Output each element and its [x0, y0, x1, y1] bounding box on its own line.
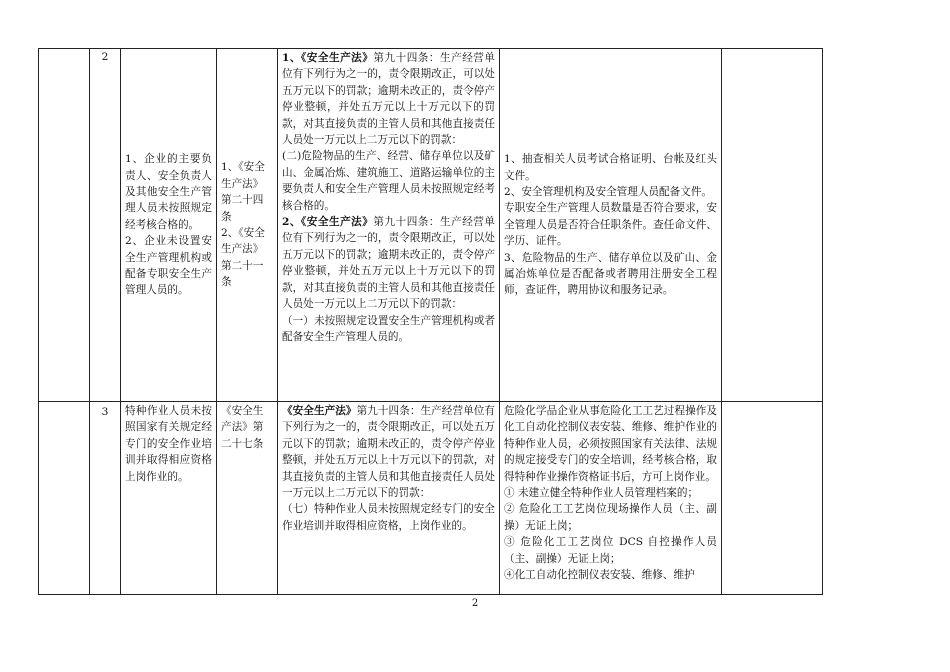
- check-cell: [500, 402, 722, 595]
- check-item: 3、危险物品的生产、储存单位以及矿山、金属冶炼单位是否配备或者聘用注册安全工程师，查证件，聘用协议和服务记录。: [504, 251, 717, 297]
- penalty-text: 第九十四条：生产经营单位有下列行为之一的，责令限期改正，可以处五万元以下的罚款；逾期未改正的，责令停产停业整顿，并处五万元以上十万元以下的罚款，对其直接负责的主管人员和其他直接责任人员处一万元以上二万元以下的罚款：: [282, 216, 495, 311]
- issue-cell: [121, 49, 217, 402]
- issue-cell: [121, 402, 217, 595]
- check-cell: [500, 49, 722, 402]
- blank-cell: [722, 402, 823, 595]
- penalty-text: （一）未按照规定设置安全生产管理机构或者配备安全生产管理人员的。: [282, 314, 495, 343]
- check-item: ② 危险化工工艺岗位现场操作人员（主、副操）无证上岗；: [504, 503, 717, 532]
- penalty-para: [282, 148, 495, 214]
- check-item: 1、抽查相关人员考试合格证明、台帐及红头文件。: [504, 153, 717, 182]
- penalty-text: 第九十四条：生产经营单位有下列行为之一的，责令限期改正，可以处五万元以下的罚款；逾期未改正的，责令停产停业整顿，并处五万元以上十万元以下的罚款，对其直接负责的主管人员和其他直接责任人员处一万元以上二万元以下的罚款：: [282, 52, 495, 147]
- blank-cell: [722, 49, 823, 402]
- check-item: 危险化学品企业从事危险化工工艺过程操作及化工自动化控制仪表安装、维修、维护作业的特种作业人员，必须按照国家有关法律、法规的规定接受专门的安全培训，经考核合格，取得特种作业操作资格证书后，方可上岗作业。: [504, 405, 717, 483]
- table-row: [39, 49, 823, 402]
- basis-item: 2、《安全生产法》第二十一条: [221, 227, 265, 289]
- penalty-text: （七）特种作业人员未按照规定经专门的安全作业培训并取得相应资格，上岗作业的。: [282, 503, 495, 532]
- check-item: ① 未建立健全特种作业人员管理档案的；: [504, 487, 699, 500]
- check-item: ③ 危险化工工艺岗位 DCS 自控操作人员（主、副操）无证上岗；: [504, 536, 717, 565]
- table-row: [39, 402, 823, 595]
- row-number: 3: [90, 402, 121, 595]
- issue-item: 1、企业的主要负责人、安全负责人及其他安全生产管理人员未按照规定经考核合格的。: [125, 153, 212, 231]
- check-item: 2、安全管理机构及安全管理人员配备文件。: [504, 185, 713, 198]
- penalty-para: [282, 50, 495, 148]
- law-name: 《安全生产法》: [282, 405, 357, 417]
- basis-cell: [217, 402, 278, 595]
- page-number: 2: [471, 598, 479, 609]
- penalty-cell: [278, 402, 500, 595]
- penalty-text: 第九十四条：生产经营单位有下列行为之一的，责令限期改正，可以处五万元以下的罚款；逾期未改正的，责令停产停业整顿，并处五万元以上十万元以下的罚款，对其直接负责的主管人员和其他直接责任人员处一万元以上二万元以下的罚款：: [282, 405, 496, 500]
- basis-item: 《安全生产法》第二十七条: [221, 405, 264, 450]
- inspection-table: [38, 48, 823, 595]
- law-name: 1、《安全生产法》: [282, 52, 374, 64]
- blank-cell: [39, 49, 90, 402]
- penalty-text: (二)危险物品的生产、经营、储存单位以及矿山、金属冶炼、建筑施工、道路运输单位的主要负责人和安全生产管理人员未按照规定经考核合格的。: [282, 150, 495, 212]
- penalty-para: [282, 214, 495, 312]
- law-name: 2、《安全生产法》: [282, 216, 374, 229]
- penalty-para: [282, 403, 495, 501]
- basis-item: 1、《安全生产法》第二十四条: [221, 161, 265, 223]
- check-item: 专职安全生产管理人员数量是否符合要求，安全管理人员是否符合任职条件。查任命文件、学历、证件。: [504, 202, 717, 248]
- blank-cell: [39, 402, 90, 595]
- issue-item: 2、企业未设置安全生产管理机构或配备专职安全生产管理人员的。: [125, 235, 212, 297]
- row-number: 2: [90, 49, 121, 402]
- check-item: ④化工自动化控制仪表安装、维修、维护: [504, 569, 695, 582]
- issue-item: 特种作业人员未按照国家有关规定经专门的安全作业培训并取得相应资格上岗作业的。: [125, 405, 212, 483]
- penalty-cell: [278, 49, 500, 402]
- basis-cell: [217, 49, 278, 402]
- penalty-para: [282, 313, 495, 346]
- penalty-para: [282, 501, 495, 534]
